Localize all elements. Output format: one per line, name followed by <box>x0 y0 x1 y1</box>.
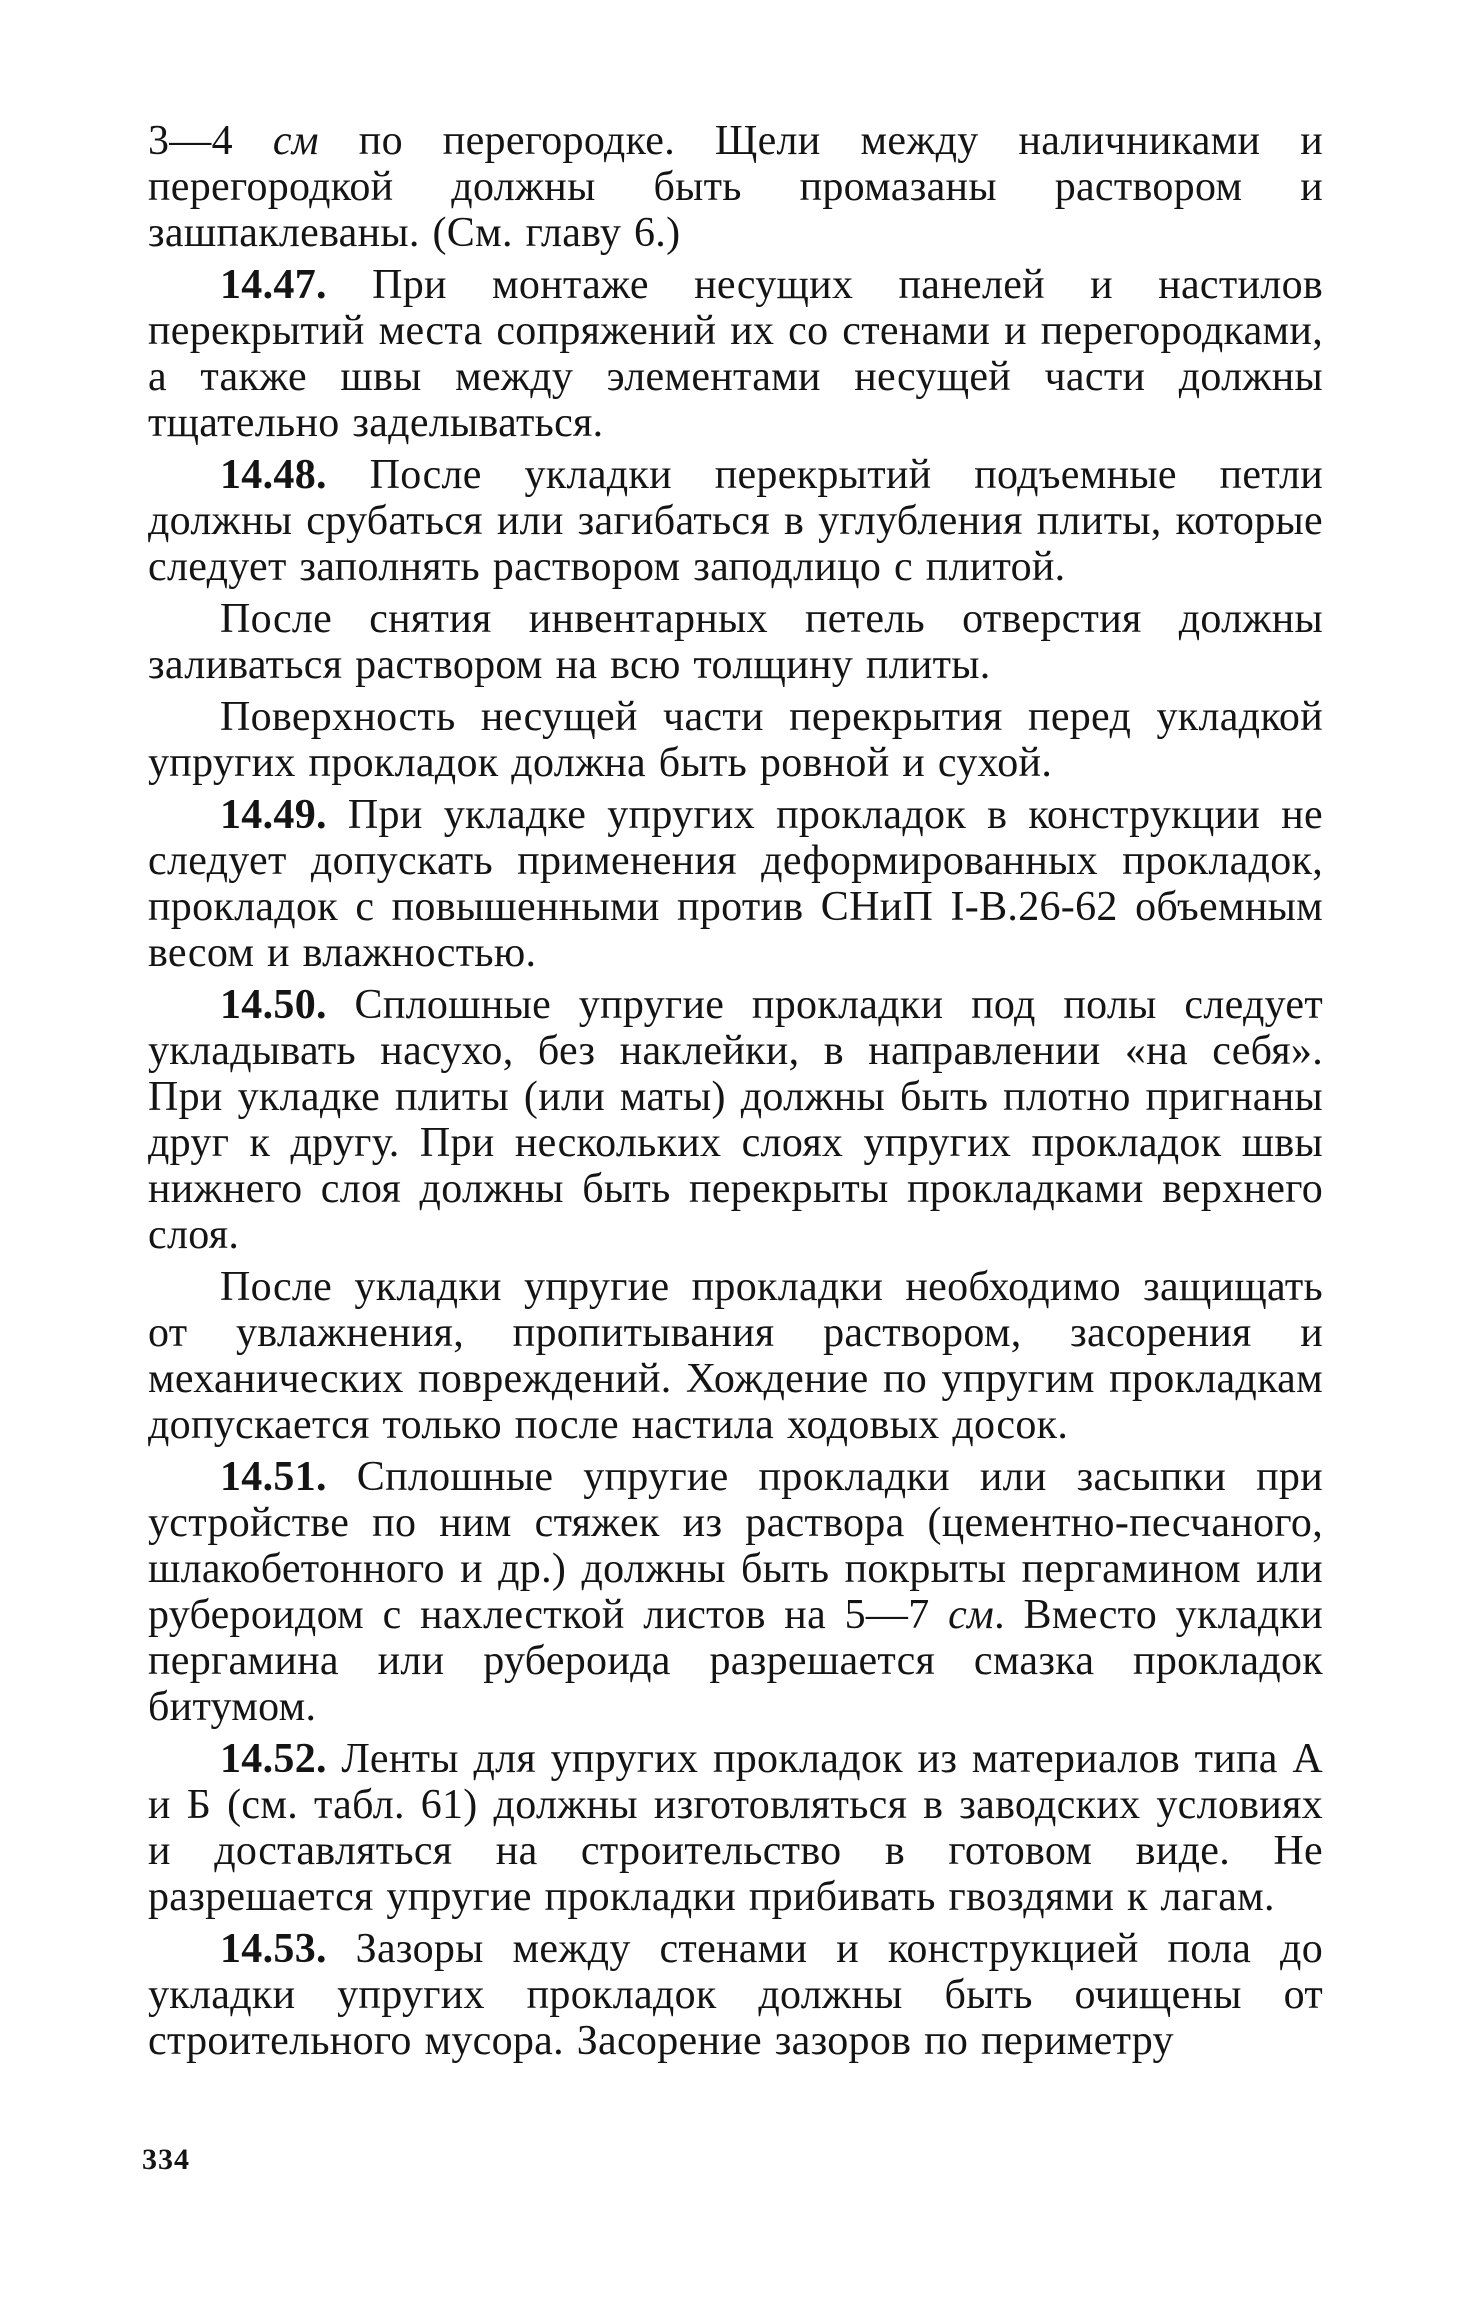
paragraph-loops-removal <box>148 596 1323 688</box>
paragraph-text: Поверхность несущей части перекрытия перед укладкой упругих прокладок должна быть ровной и сухой. <box>148 694 1323 786</box>
clause-14-53 <box>148 1926 1323 2064</box>
page-body <box>148 118 1323 2070</box>
clause-text-tail: . Вместо укладки пергамина или рубероида разрешается смазка прокладок битумом. <box>148 1592 1323 1730</box>
unit-cm: см <box>272 118 319 164</box>
paragraph-text: После укладки упругие прокладки необходимо защищать от увлажнения, пропитывания раствором, засорения и механических повреждений. Хождение по упругим прокладкам допускается только после настила ходовых досок. <box>148 1264 1323 1448</box>
paragraph-protection <box>148 1264 1323 1448</box>
clause-text: Сплошные упругие прокладки или засыпки при устройстве по ним стяжек из раствора (цементно-песчаного, шлакобетонного и др.) должны быть покрыты пергамином или рубероидом с нахлесткой листов на 5—7 <box>148 1454 1323 1638</box>
clause-number: 14.50. <box>220 982 327 1028</box>
clause-number: 14.47. <box>220 262 327 308</box>
paragraph-continuation <box>148 118 1323 256</box>
page-number: 334 <box>142 2143 190 2176</box>
clause-14-48 <box>148 452 1323 590</box>
clause-text: Зазоры между стенами и конструкцией пола до укладки упругих прокладок должны быть очищены от строительного мусора. Засорение зазоров по периметру <box>148 1926 1323 2064</box>
paragraph-surface <box>148 694 1323 786</box>
clause-number: 14.49. <box>220 792 327 838</box>
clause-text: Сплошные упругие прокладки под полы следует укладывать насухо, без наклейки, в направлении «на себя». При укладке плиты (или маты) должны быть плотно пригнаны друг к другу. При нескольких слоях упругих прокладок швы нижнего слоя должны быть перекрыты прокладками верхнего слоя. <box>148 982 1323 1258</box>
clause-number: 14.53. <box>220 1926 327 1972</box>
clause-text: При укладке упругих прокладок в конструкции не следует допускать применения деформированных прокладок, прокладок с повышенными против СНиП I-В.26-62 объемным весом и влажностью. <box>148 792 1323 976</box>
clause-14-52 <box>148 1736 1323 1920</box>
clause-text: При монтаже несущих панелей и настилов перекрытий места сопряжений их со стенами и перегородками, а также швы между элементами несущей части должны тщательно заделываться. <box>148 262 1323 446</box>
paragraph-lead: 3—4 <box>148 118 273 164</box>
clause-14-50 <box>148 982 1323 1258</box>
unit-cm: см <box>948 1592 995 1638</box>
clause-number: 14.52. <box>220 1736 327 1782</box>
clause-text: Ленты для упругих прокладок из материалов типа А и Б (см. табл. 61) должны изготовляться в заводских условиях и доставляться на строительство в готовом виде. Не разрешается упругие прокладки прибивать гвоздями к лагам. <box>148 1736 1323 1920</box>
clause-number: 14.48. <box>220 452 327 498</box>
paragraph-text: После снятия инвентарных петель отверстия должны заливаться раствором на всю толщину плиты. <box>148 596 1323 688</box>
clause-14-47 <box>148 262 1323 446</box>
clause-number: 14.51. <box>220 1454 327 1500</box>
clause-14-49 <box>148 792 1323 976</box>
clause-text: После укладки перекрытий подъемные петли должны срубаться или загибаться в углубления плиты, которые следует заполнять раствором заподлицо с плитой. <box>148 452 1323 590</box>
paragraph-text: по перегородке. Щели между наличниками и перегородкой должны быть промазаны раствором и зашпаклеваны. (См. главу 6.) <box>148 118 1323 256</box>
clause-14-51 <box>148 1454 1323 1730</box>
